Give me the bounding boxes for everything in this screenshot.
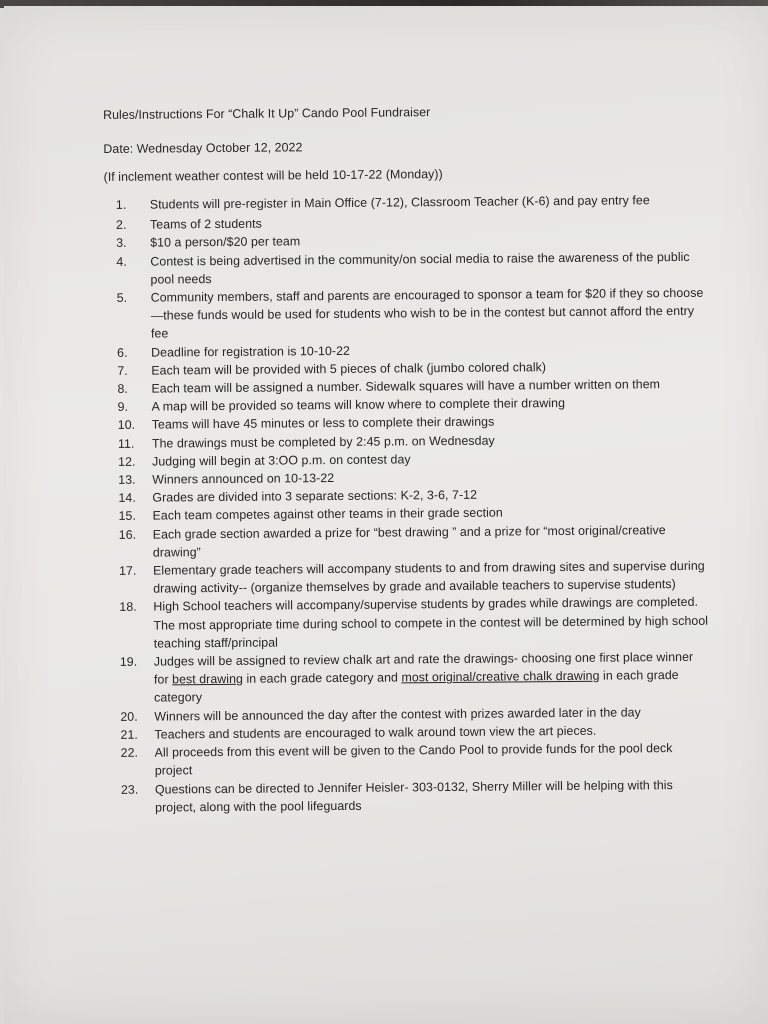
item-number: 20.: [120, 709, 138, 724]
rules-list: [116, 191, 711, 817]
list-item: [121, 739, 711, 781]
item-text-part: in each grade category: [154, 668, 679, 706]
item-number: 3.: [116, 236, 127, 251]
item-text: Contest is being advertised in the community/on social media to raise the awareness of the public pool needs: [150, 249, 690, 287]
item-number: 11.: [117, 436, 135, 451]
item-text: All proceeds from this event will be given to the Cando Pool to provide funds for the pool deck project: [154, 741, 673, 778]
item-number: 10.: [117, 418, 136, 433]
item-number: 16.: [118, 527, 137, 542]
item-number: 18.: [119, 600, 137, 615]
item-number: 9.: [117, 400, 129, 415]
item-text: A map will be provided so teams will know where to complete their drawing: [151, 396, 566, 414]
item-number: 1.: [115, 197, 127, 212]
item-text: Elementary grade teachers will accompany students to and from drawing sites and supervise during drawing activity-- (organize themselves by grade and available teachers to supervise students): [152, 558, 705, 596]
item-text: Community members, staff and parents are encouraged to sponsor a team for $20 if they so choose—these funds would be used for students who wish to be in the contest but cannot afford the entry fee: [150, 285, 704, 342]
item-number: 2.: [115, 218, 127, 233]
item-number: 5.: [116, 290, 128, 305]
list-item: [121, 775, 711, 817]
list-item: [119, 593, 709, 653]
item-number: 19.: [119, 654, 138, 669]
item-number: 12.: [118, 454, 136, 469]
item-number: 22.: [120, 745, 139, 760]
item-text: Each grade section awarded a prize for “best drawing ” and a prize for “most original/creative drawing”: [152, 522, 666, 560]
item-number: 6.: [117, 345, 128, 360]
weather-note: (If inclement weather contest will be held 10-17-22 (Monday)): [103, 167, 443, 184]
list-item: [116, 191, 706, 214]
item-number: 15.: [118, 509, 136, 524]
item-text: Students will pre-register in Main Office (7-12), Classroom Teacher (K-6) and pay entry fee: [149, 193, 650, 212]
item-text: Judging will begin at 3:OO p.m. on contest day: [152, 452, 411, 469]
item-text: Each team competes against other teams in their grade section: [152, 505, 503, 524]
item-text: Grades are divided into 3 separate sections: K-2, 3-6, 7-12: [152, 488, 478, 505]
underlined-text: most original/creative chalk drawing: [401, 668, 600, 685]
list-item: [119, 557, 709, 599]
list-item: [120, 648, 710, 708]
item-text: Deadline for registration is 10-10-22: [151, 343, 351, 360]
item-number: 17.: [118, 563, 137, 578]
item-text: Teams of 2 students: [149, 216, 262, 232]
item-text: Each team will be assigned a number. Sidewalk squares will have a number written on them: [151, 377, 661, 396]
document-title: Rules/Instructions For “Chalk It Up” Cando Pool Fundraiser: [103, 105, 431, 122]
item-number: 13.: [118, 472, 136, 487]
document-date: Date: Wednesday October 12, 2022: [103, 140, 303, 156]
list-item: [119, 520, 709, 562]
list-item: [117, 284, 707, 344]
item-number: 4.: [116, 254, 127, 269]
item-text: Winners announced on 10-13-22: [152, 471, 335, 487]
item-text: $10 a person/$20 per team: [150, 234, 301, 250]
item-text: Winners will be announced the day after the contest with prizes awarded later in the day: [154, 705, 641, 724]
item-number: 7.: [117, 363, 128, 378]
item-number: 23.: [120, 782, 139, 797]
item-number: 8.: [117, 381, 128, 396]
item-text: The drawings must be completed by 2:45 p.m. on Wednesday: [151, 433, 495, 451]
item-text-part: in each grade category and: [242, 670, 402, 687]
item-text: Each team will be provided with 5 pieces of chalk (jumbo colored chalk): [151, 359, 547, 378]
item-text-part: Judges will be assigned to review chalk art and rate the drawings- choosing one first place winner for: [153, 649, 694, 687]
item-text: Questions can be directed to Jennifer Heisler- 303-0132, Sherry Miller will be helping with this project, along with the pool lifeguards: [154, 777, 673, 815]
item-text: High School teachers will accompany/supervise students by grades while drawings are completed. The most appropriate time during school to compete in the contest will be determined by high school teaching staff/principal: [153, 595, 709, 651]
item-text: Teams will have 45 minutes or less to complete their drawings: [151, 415, 495, 433]
item-number: 21.: [120, 727, 138, 742]
list-item: [116, 247, 706, 289]
item-number: 14.: [118, 490, 136, 506]
underlined-text: best drawing: [172, 672, 244, 687]
item-text: Teachers and students are encouraged to walk around town view the art pieces.: [154, 723, 597, 742]
